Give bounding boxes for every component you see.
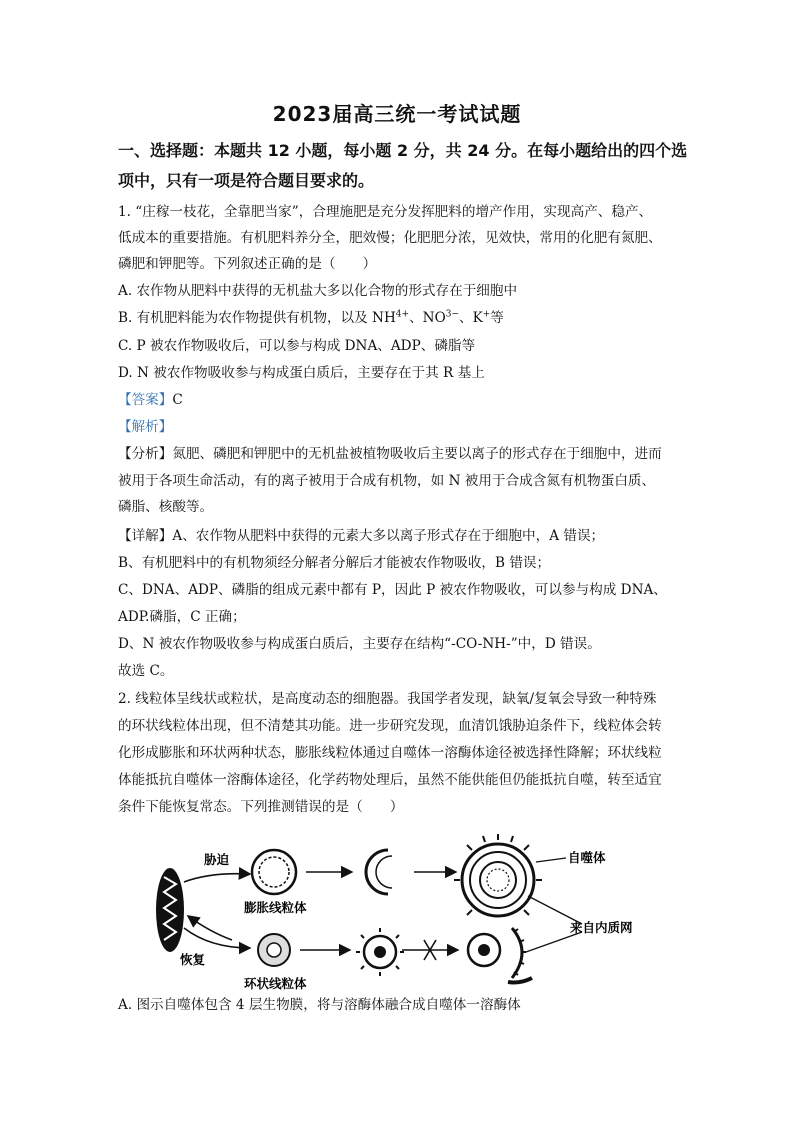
label-autophagosome: 自噬体 (568, 850, 606, 865)
ring-mitochondrion-icon (258, 934, 290, 966)
q1-option-b-text-2: 、NO (409, 310, 446, 326)
q1-option-a: A. 农作物从肥料中获得的无机盐大多以化合物的形式存在于细胞中 (118, 283, 518, 299)
ring-in-phagophore-icon (468, 928, 532, 983)
q2-option-a: A. 图示自噬体包含 4 层生物膜，将与溶酶体融合成自噬体一溶酶体 (118, 997, 521, 1013)
q1-xiangjie-line-6: 故选 C。 (118, 663, 174, 679)
pointer-autophagosome (536, 858, 566, 862)
phagophore-top-icon (366, 850, 392, 894)
exam-title: 2023届高三统一考试试题 (272, 102, 522, 126)
section-heading-line-1: 一、选择题：本题共 12 小题，每小题 2 分，共 24 分。在每小题给出的四个选 (118, 141, 688, 160)
q1-answer (118, 390, 183, 410)
autophagosome-icon (454, 834, 542, 916)
label-stress: 胁迫 (204, 852, 230, 867)
q1-xiangjie-line-5: D、N 被农作物吸收参与构成蛋白质后，主要存在结构“-CO-NH-”中，D 错误。 (118, 636, 601, 652)
q1-xiangjie-line-1 (118, 526, 684, 546)
ring-arrow (184, 928, 250, 948)
answer-value: C (172, 392, 183, 408)
label-ring: 环状线粒体 (244, 976, 307, 991)
q2-stem-line-4: 体能抵抗自噬体一溶酶体途径，化学药物处理后，虽然不能供能但仍能抵抗自噬，转至适宜 (118, 772, 662, 788)
q1-fenxi-line-3: 磷脂、核酸等。 (118, 499, 214, 515)
q1-option-b-sup-1: 4+ (395, 309, 410, 320)
mitochondria-diagram (140, 832, 640, 992)
q2-stem-line-1: 2. 线粒体呈线状或粒状，是高度动态的细胞器。我国学者发现，缺氧/复氧会导致一种特殊 (118, 691, 657, 707)
label-swollen: 膨胀线粒体 (244, 900, 307, 915)
answer-tag: 【答案】 (118, 392, 173, 408)
q1-stem-line-2: 低成本的重要措施。有机肥料养分全，肥效慢；化肥肥分浓，见效快，常用的化肥有氮肥、 (118, 230, 662, 246)
q1-option-b-text-1: B. 有机肥料能为农作物提供有机物，以及 NH (118, 310, 396, 326)
q1-xiangjie-line-3: C、DNA、ADP、磷脂的组成元素中都有 P，因此 P 被农作物吸收，可以参与构成 DNA、 (118, 582, 667, 598)
q1-option-b-sup-3: + (482, 309, 491, 320)
xiangjie-text-1: A、农作物从肥料中获得的元素大多以离子形式存在于细胞中，A 错误； (172, 528, 605, 544)
stress-arrow (184, 874, 250, 882)
q1-xiangjie-line-4: ADP.磷脂，C 正确； (118, 609, 246, 625)
q1-analysis-tag (118, 417, 172, 437)
label-er: 来自内质网 (570, 920, 633, 935)
pointer-er-2 (526, 932, 582, 952)
fenxi-tag: 【分析】 (118, 446, 173, 462)
fenxi-text-1: 氮肥、磷肥和钾肥中的无机盐被植物吸收后主要以离子的形式存在于细胞中，进而 (172, 446, 662, 462)
mitochondrion-icon (156, 868, 184, 952)
q1-option-b-sup-2: 3− (445, 309, 459, 320)
q1-option-d: D. N 被农作物吸收参与构成蛋白质后，主要存在于其 R 基上 (118, 365, 485, 381)
q1-option-c: C. P 被农作物吸收后，可以参与构成 DNA、ADP、磷脂等 (118, 338, 476, 354)
q2-stem-line-3: 化形成膨胀和环状两种状态，膨胀线粒体通过自噬体一溶酶体途径被选择性降解；环状线粒 (118, 745, 662, 761)
q1-stem-line-1: 1. “庄稼一枝花，全靠肥当家”，合理施肥是充分发挥肥料的增产作用，实现高产、稳产、 (118, 204, 653, 220)
recover-arrow (188, 916, 232, 940)
q2-stem-line-2: 的环状线粒体出现，但不清楚其功能。进一步研究发现，血清饥饿胁迫条件下，线粒体会转 (118, 718, 662, 734)
q1-stem-line-3: 磷肥和钾肥等。下列叙述正确的是（ ） (118, 256, 377, 272)
q1-option-b-text-4: 等 (490, 310, 504, 326)
section-heading-line-2: 项中，只有一项是符合题目要求的。 (118, 171, 375, 190)
q1-option-b (118, 308, 504, 328)
q1-fenxi-line-2: 被用于各项生命活动，有的离子被用于合成有机物，如 N 被用于合成含氮有机物蛋白质、 (118, 473, 656, 489)
q1-fenxi-line-1 (118, 444, 684, 464)
q1-option-b-text-3: 、K (459, 310, 483, 326)
q2-stem-line-5: 条件下能恢复常态。下列推测错误的是（ ） (118, 799, 404, 815)
analysis-tag: 【解析】 (118, 419, 173, 435)
q1-xiangjie-line-2: B、有机肥料中的有机物须经分解者分解后才能被农作物吸收，B 错误； (118, 555, 551, 571)
xiangjie-tag: 【详解】 (118, 528, 173, 544)
label-recover: 恢复 (180, 952, 206, 967)
swollen-mitochondrion-icon (252, 850, 296, 894)
phagophore-bottom-icon (356, 928, 404, 976)
